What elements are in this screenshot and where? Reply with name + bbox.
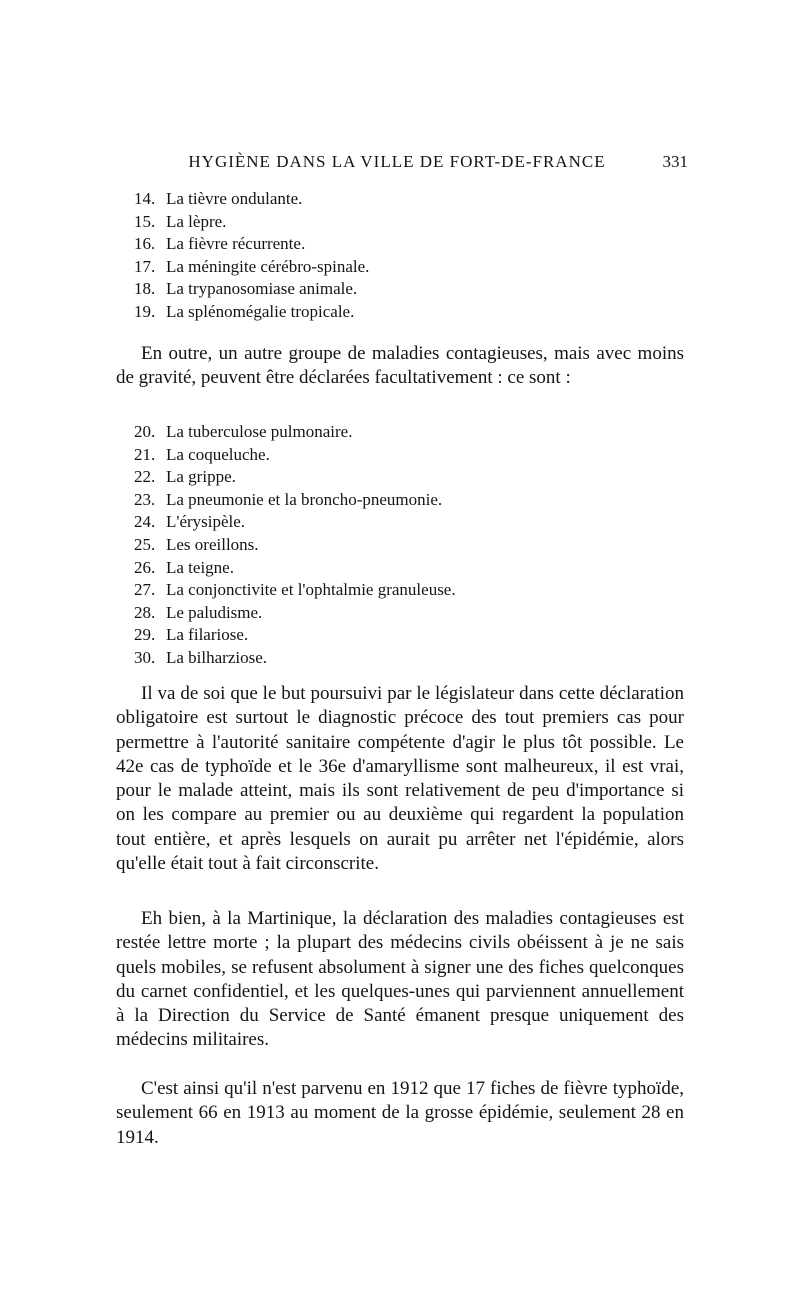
item-text: La lèpre.: [166, 211, 227, 231]
item-text: La pneumonie et la broncho-pneumonie.: [166, 489, 443, 509]
item-number: 23.: [134, 489, 156, 509]
list-item: [134, 579, 456, 602]
item-number: 30.: [134, 647, 156, 667]
body-paragraph: [116, 682, 684, 876]
list-item: [134, 466, 456, 489]
item-number: 15.: [134, 211, 156, 231]
item-text: L'érysipèle.: [166, 512, 246, 532]
running-title: HYGIÈNE DANS LA VILLE DE FORT-DE-FRANCE: [188, 152, 606, 171]
list-item: [134, 211, 369, 234]
list-item: [134, 188, 369, 211]
item-number: 17.: [134, 256, 156, 276]
item-text: La bilharziose.: [166, 647, 268, 667]
item-text: La conjonctivite et l'ophtalmie granuleuse.: [166, 580, 456, 600]
item-text: La coqueluche.: [166, 444, 270, 464]
body-paragraph: [116, 907, 684, 1053]
item-text: Le paludisme.: [166, 602, 263, 622]
page-number: 331: [662, 152, 688, 171]
item-number: 27.: [134, 580, 156, 600]
item-number: 26.: [134, 557, 156, 577]
item-number: 14.: [134, 189, 156, 208]
list-item: [134, 557, 456, 580]
item-text: La teigne.: [166, 557, 234, 577]
item-number: 19.: [134, 301, 156, 321]
list-item: [134, 534, 456, 557]
item-number: 21.: [134, 444, 156, 464]
item-number: 18.: [134, 279, 156, 299]
item-text: La grippe.: [166, 467, 236, 487]
list-item: [134, 647, 456, 670]
item-text: La tuberculose pulmonaire.: [166, 422, 353, 441]
list-item: [134, 233, 369, 256]
item-text: La fièvre récurrente.: [166, 234, 306, 254]
item-text: La filariose.: [166, 625, 249, 645]
item-number: 16.: [134, 234, 156, 254]
paragraph-text: Eh bien, à la Martinique, la déclaration des maladies contagieuses est restée lettre morte ; la plupart des médecins civils obéissent à je ne sais quels mobiles, se refusent absolument à signer une des fiches quelconques du carnet confidentiel, et les quelques-unes qui parviennent annuellement à la Direction du Service de Santé émanent presque uniquement des médecins militaires.: [116, 908, 684, 1051]
list-item: [134, 511, 456, 534]
paragraph-text: C'est ainsi qu'il n'est parvenu en 1912 que 17 fiches de fièvre typhoïde, seulement 66 en 1913 au moment de la grosse épidémie, seulement 28 en 1914.: [116, 1078, 684, 1148]
paragraph-text: En outre, un autre groupe de maladies contagieuses, mais avec moins de gravité, peuvent être déclarées facultativement : ce sont :: [116, 343, 684, 389]
item-number: 22.: [134, 467, 156, 487]
item-number: 28.: [134, 602, 156, 622]
item-number: 24.: [134, 512, 156, 532]
optional-disease-list: [134, 421, 456, 670]
list-item: [134, 624, 456, 647]
list-item: [134, 301, 369, 324]
item-number: 25.: [134, 534, 156, 554]
intro-paragraph: [116, 342, 684, 391]
list-item: [134, 489, 456, 512]
item-text: La tièvre ondulante.: [166, 189, 303, 208]
item-number: 20.: [134, 422, 156, 441]
obligatory-disease-list: [134, 188, 369, 324]
item-text: La splénomégalie tropicale.: [166, 301, 355, 321]
list-item: [134, 421, 456, 444]
item-number: 29.: [134, 625, 156, 645]
body-paragraph: [116, 1077, 684, 1150]
list-item: [134, 602, 456, 625]
item-text: La trypanosomiase animale.: [166, 279, 358, 299]
list-item: [134, 278, 369, 301]
item-text: Les oreillons.: [166, 534, 259, 554]
paragraph-text: Il va de soi que le but poursuivi par le législateur dans cette déclaration obligatoire est surtout le diagnostic précoce des tout premiers cas pour permettre à l'autorité sanitaire compétente d'agir le plus tôt possible. Le 42e cas de typhoïde et le 36e d'amaryllisme sont malheureux, il est vrai, pour le malade atteint, mais ils sont relativement de peu d'importance si on les compare au premier ou au deuxième qui regardent la population tout entière, et après lesquels on aurait pu arrêter net l'épidémie, alors qu'elle était tout à fait circonscrite.: [116, 683, 684, 875]
list-item: [134, 256, 369, 279]
list-item: [134, 444, 456, 467]
item-text: La méningite cérébro-spinale.: [166, 256, 370, 276]
